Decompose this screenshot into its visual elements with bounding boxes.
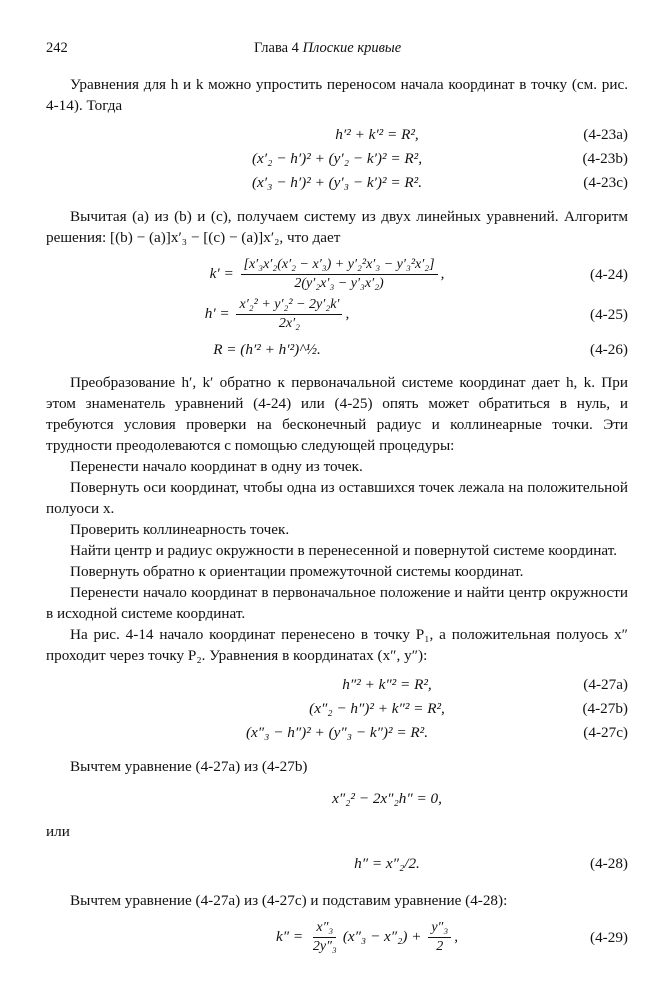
fraction-denominator: 2(y′₂x′₃ − y′₃x′₂) [294, 275, 384, 291]
equation-4-26 [46, 334, 628, 364]
equation-body: (x″₃ − h″)² + (y″₃ − k″)² = R². [245, 723, 428, 741]
fraction [241, 257, 438, 292]
equation-body [205, 297, 350, 332]
equation-4-23c [46, 170, 628, 194]
equation-body: x″₂² − 2x″₂h″ = 0, [332, 789, 442, 807]
fraction-numerator: x′₂² + y′₂² − 2y′₂k′ [236, 297, 342, 315]
equation-4-29 [46, 917, 628, 957]
equation-lhs: k′ = [209, 264, 234, 282]
page-body [46, 74, 628, 957]
equation-body [276, 920, 458, 955]
equation-number: (4-29) [590, 928, 628, 946]
equation-body: h″ = x″₂/2. [354, 854, 420, 872]
equation-number: (4-23a) [583, 125, 628, 143]
equation-tail: , [440, 264, 445, 282]
equation-4-23b [46, 146, 628, 170]
equation-number: (4-27c) [583, 723, 628, 741]
equation-number: (4-23b) [582, 149, 628, 167]
equation-body: (x″₂ − h″)² + k″² = R², [309, 699, 445, 717]
equation-lhs: k″ = [275, 927, 304, 945]
paragraph: Вычтем уравнение (4-27a) из (4-27b) [70, 758, 308, 775]
paragraph: Вычитая (a) из (b) и (c), получаем систему из двух линейных уравнений. Алгоритм решения: [(b) − (a)]x′₃ − [(c) − (a)]x′₂, что дает [46, 208, 628, 246]
equation-number: (4-25) [590, 305, 628, 323]
procedure-step: Повернуть обратно к ориентации промежуточной системы координат. [70, 563, 524, 580]
procedure-step: Перенести начало координат в первоначальное положение и найти центр окружности в исходной системе координат. [46, 584, 628, 622]
procedure-step: Проверить коллинеарность точек. [70, 521, 290, 538]
chapter-heading [254, 40, 401, 57]
chapter-title: Плоские кривые [302, 40, 402, 56]
equation-number: (4-23c) [583, 173, 628, 191]
page-number: 242 [46, 40, 68, 56]
equation-number: (4-26) [590, 340, 628, 358]
equation-number: (4-28) [590, 854, 628, 872]
equation-number: (4-24) [590, 265, 628, 283]
running-head [46, 40, 626, 60]
fraction-numerator: [x′₃x′₂(x′₂ − x′₃) + y′₂²x′₃ − y′₃²x′₂] [241, 257, 438, 275]
equation-body: h″² + k″² = R², [342, 675, 432, 693]
paragraph: или [46, 823, 70, 840]
equation-body [210, 257, 445, 292]
fraction-numerator: y″₃ [428, 920, 451, 938]
equation-lhs: h′ = [204, 304, 230, 322]
equation-4-23a [46, 122, 628, 146]
equation-number: (4-27a) [583, 675, 628, 693]
equation-4-28 [46, 848, 628, 878]
equation-tail: , [454, 927, 459, 945]
equation-body: (x′₂ − h′)² + (y′₂ − k′)² = R², [252, 149, 422, 167]
equation-body: R = (h′² + h′²)^½. [213, 340, 321, 358]
equation-number: (4-27b) [582, 699, 628, 717]
equation-4-27c [46, 720, 628, 744]
paragraph: На рис. 4-14 начало координат перенесено в точку P₁, а положительная полуось x″ проходит через точку P₂. Уравнения в координатах (x″, y″): [46, 626, 628, 664]
equation-4-27b [46, 696, 628, 720]
equation-unnumbered [46, 783, 628, 813]
equation-middle: (x″₃ − x″₂) + [342, 927, 422, 945]
fraction [310, 920, 340, 955]
equation-4-25 [46, 294, 628, 334]
fraction-denominator: 2x′₂ [278, 315, 301, 331]
equation-4-24 [46, 254, 628, 294]
equation-tail: , [345, 304, 350, 322]
fraction [428, 920, 451, 955]
equation-body: (x′₃ − h′)² + (y′₃ − k′)² = R². [252, 173, 422, 191]
equation-body: h′² + k′² = R², [335, 125, 419, 143]
procedure-step: Перенести начало координат в одну из точек. [70, 458, 363, 475]
procedure-step: Повернуть оси координат, чтобы одна из оставшихся точек лежала на положительной полуоси x. [46, 479, 628, 517]
equation-4-27a [46, 672, 628, 696]
paragraph: Преобразование h′, k′ обратно к первоначальной системе координат дает h, k. При этом знаменатель уравнений (4-24) или (4-25) опять может обратиться в нуль, и требуются условия проверки на бесконечный радиус и коллинеарные точки. Эти трудности преодолеваются с помощью следующей процедуры: [46, 374, 628, 454]
paragraph: Вычтем уравнение (4-27a) из (4-27c) и подставим уравнение (4-28): [70, 892, 508, 909]
fraction-numerator: x″₃ [313, 920, 336, 938]
fraction [236, 297, 342, 332]
fraction-denominator: 2 [436, 938, 444, 954]
procedure-step: Найти центр и радиус окружности в перенесенной и повернутой системе координат. [70, 542, 618, 559]
paragraph: Уравнения для h и k можно упростить переносом начала координат в точку (см. рис. 4-14). Тогда [46, 76, 628, 114]
fraction-denominator: 2y″₃ [312, 938, 337, 954]
chapter-label: Глава 4 [254, 40, 299, 56]
